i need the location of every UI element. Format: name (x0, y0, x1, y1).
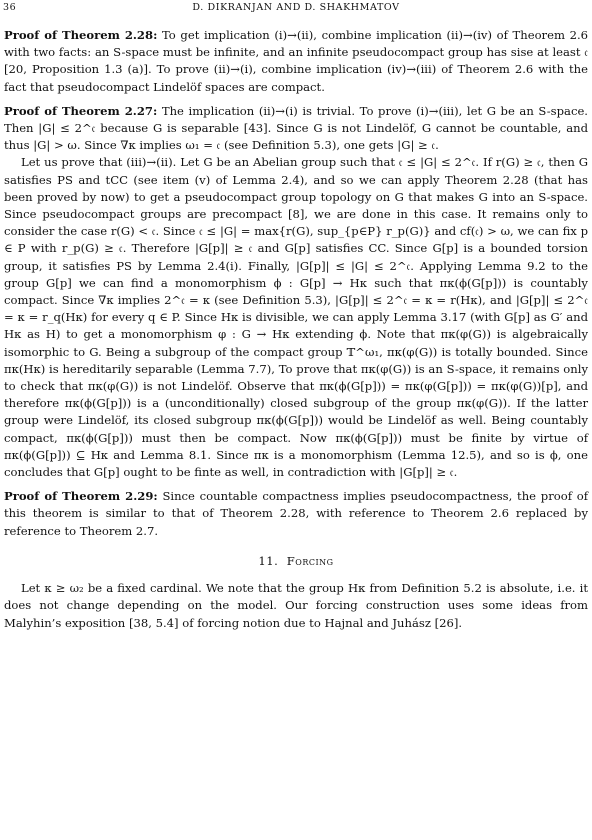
proof-heading: Proof of Theorem 2.28: (4, 28, 158, 42)
proof-heading: Proof of Theorem 2.27: (4, 103, 158, 118)
proof-theorem-2-28 (4, 27, 588, 96)
proof-text: Let us prove that (iii)→(ii). Let G be an Abelian group such that 𝔠 ≤ |G| ≤ 2^𝔠. If r(G) ≥ 𝔠, then G satisfies PS and tCC (see item (v) of Lemma 2.4), and so we can apply Theorem 2.28 (that has been proved by now) to get a pseudocompact group topology on G that makes G into an S-space. Since pseudocompact groups are precompact [8], we are done in this case. It remains only to consider the case r(G) < 𝔠. Since 𝔠 ≤ |G| = max{r(G), sup_{p∈P} r_p(G)} and cf(𝔠) > ω, we can fix p ∈ P with r_p(G) ≥ 𝔠. Therefore |G[p]| ≥ 𝔠 and G[p] satisfies CC. Since G[p] is a bounded torsion group, it satisfies PS by Lemma 2.4(i). Finally, |G[p]| ≤ |G| ≤ 2^𝔠. Applying Lemma 9.2 to the group G[p] we can find a monomorphism ϕ : G[p] → Hκ such that πκ(ϕ(G[p])) is countably compact. Since ∇κ implies 2^𝔠 = κ (see Definition 5.3), |G[p]| ≤ 2^𝔠 = κ = r(Hκ), and |G[p]| ≤ 2^𝔠 = κ = r_q(Hκ) for every q ∈ P. Since Hκ is divisible, we can apply Lemma 3.17 (with G[p] as G′ and Hκ as H) to get a monomorphism φ : G → Hκ extending ϕ. Note that πκ(φ(G)) is algebraically isomorphic to G. Being a subgroup of the compact group 𝕋^ω₁, πκ(φ(G)) is totally bounded. Since πκ(Hκ) is hereditarily separable (Lemma 7.7), To prove that πκ(φ(G)) is an S-space, it remains only to check that πκ(φ(G)) is not Lindelöf. Observe that πκ(ϕ(G[p])) = πκ(φ(G[p])) = πκ(φ(G))[p], and therefore πκ(ϕ(G[p])) is a (unconditionally) closed subgroup of the group πκ(φ(G)). If the latter group were Lindelöf, its closed subgroup πκ(ϕ(G[p])) would be Lindelöf as well. Being countably compact, πκ(ϕ(G[p])) must then be compact. Now πκ(ϕ(G[p])) must be finite by virtue of πκ(ϕ(G[p])) ⊆ Hκ and Lemma 8.1. Since πκ is a monomorphism (Lemma 12.5), and so is ϕ, one concludes that G[p] ought to be finte as well, in contradiction with |G[p]| ≥ 𝔠. (4, 155, 588, 480)
section-heading (4, 553, 588, 570)
section-number: 11. (258, 553, 279, 568)
proof-heading: Proof of Theorem 2.29: (4, 489, 158, 504)
proof-text: Since countable compactness implies pseudocompactness, the proof of this theorem is similar to that of Theorem 2.28, with reference to Theorem 2.6 replaced by reference to Theorem 2.7. (4, 489, 588, 538)
proof-text: The implication (ii)→(i) is trivial. To prove (i)→(iii), let G be an S-space. Then |G| ≤ 2^𝔠 because G is separable [43]. Since G is not Lindelöf, G cannot be countable, and thus |G| > ω. Since ∇κ implies ω₁ = 𝔠 (see Definition 5.3), one gets |G| ≥ 𝔠. (4, 103, 588, 153)
running-title: D. DIKRANJAN AND D. SHAKHMATOV (192, 2, 400, 13)
page-header (0, 0, 592, 16)
proof-continuation (4, 154, 588, 481)
proof-text: To get implication (i)→(ii), combine implication (ii)→(iv) of Theorem 2.6 with two facts: an S-space must be infinite, and an infinite pseudocompact group has sise at least 𝔠 [20, Proposition 1.3 (a)]. To prove (ii)→(i), combine implication (iv)→(iii) of Theorem 2.6 with the fact that pseudocompact Lindelöf spaces are compact. (4, 28, 589, 94)
proof-theorem-2-27 (4, 103, 588, 155)
page-number: 36 (3, 2, 17, 13)
section-title: Forcing (286, 553, 334, 568)
forcing-paragraph: Let κ ≥ ω₂ be a fixed cardinal. We note that the group Hκ from Definition 5.2 is absolute, i.e. it does not change depending on the model. Our forcing construction uses some ideas from Malyhin’s exposition [38, 5.4] of forcing notion due to Hajnal and Juhász [26]. (4, 581, 588, 630)
proof-theorem-2-29 (4, 488, 588, 540)
page-body (4, 27, 588, 632)
